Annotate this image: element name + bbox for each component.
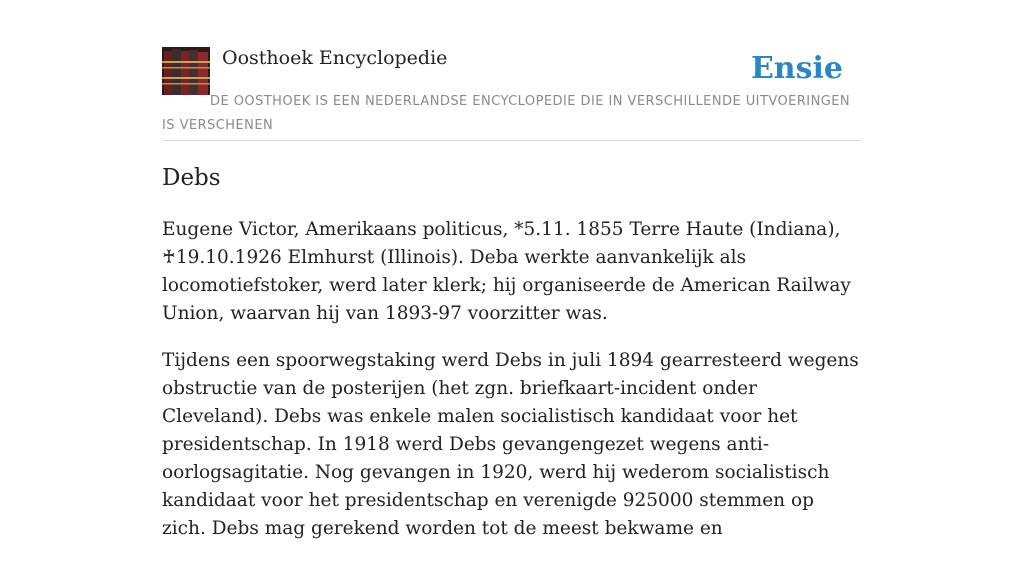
article-body: [162, 216, 862, 562]
source-tagline: DE OOSTHOEK IS EEN NEDERLANDSE ENCYCLOPEDIE DIE IN VERSCHILLENDE UITVOERINGEN IS VERSCHENEN: [162, 94, 851, 133]
brand-logo[interactable]: Ensie: [750, 51, 843, 86]
source-name[interactable]: Oosthoek Encyclopedie: [222, 47, 448, 69]
header: [162, 46, 862, 141]
book-spines-icon[interactable]: [162, 47, 210, 95]
article-title: Debs: [162, 165, 221, 191]
article-paragraph: Tijdens een spoorwegstaking werd Debs in juli 1894 gearresteerd wegens obstructie van de posterijen (het zgn. briefkaart-incident onder Cleveland). Debs was enkele malen socialistisch kandidaat voor het presidentschap. In 1918 werd Debs gevangengezet wegens anti-oorlogsagitatie. Nog gevangen in 1920, werd hij wederom socialistisch kandidaat voor het presidentschap en verenigde 925000 stemmen op zich. Debs mag gerekend worden tot de meest bekwame en: [162, 350, 859, 539]
article-paragraph: Eugene Victor, Amerikaans politicus, *5.11. 1855 Terre Haute (Indiana), ♰19.10.1926 Elmhurst (Illinois). Deba werkte aanvankelijk als locomotiefstoker, werd later klerk; hij organiseerde de American Railway Union, waarvan hij van 1893-97 voorzitter was.: [162, 219, 851, 324]
